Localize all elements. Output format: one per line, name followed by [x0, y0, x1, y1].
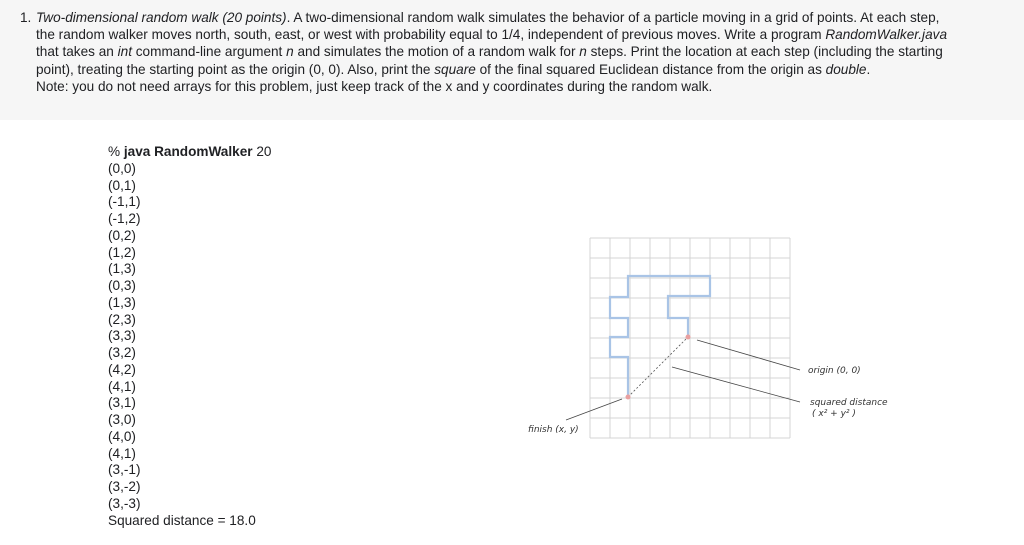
problem-line: that takes an int command-line argument n and simulates the motion of a random walk for n steps. Print the location at each step (including the starting [36, 44, 943, 60]
step-coordinate: (1,3) [108, 261, 136, 277]
step-coordinate: (4,2) [108, 361, 136, 377]
step-coordinate: (3,-3) [108, 495, 141, 511]
origin-pointer-line [697, 340, 800, 370]
origin-label: origin (0, 0) [808, 366, 861, 376]
distance-pointer-line [672, 367, 800, 402]
step-coordinate: (3,-2) [108, 479, 141, 494]
command-line: % java RandomWalker 20 [108, 144, 272, 159]
diagonal-distance-line [628, 337, 688, 397]
step-coordinate: (2,3) [108, 311, 136, 327]
problem-line: the random walker moves north, south, east, or west with probability equal to 1/4, independent of previous moves. Write a program RandomWalker.java [36, 27, 947, 43]
walk-path [610, 276, 710, 397]
step-coordinate: (0,1) [108, 177, 136, 193]
origin-marker [686, 335, 691, 340]
finish-label: finish (x, y) [528, 425, 579, 435]
step-coordinate: (-1,2) [108, 211, 141, 226]
command-argument: 20 [252, 144, 272, 159]
problem-number: 1. [20, 10, 32, 25]
step-coordinate: (-1,1) [108, 194, 141, 210]
finish-marker [626, 395, 631, 400]
step-coordinate: (3,-1) [108, 462, 141, 478]
step-coordinate: (3,0) [108, 412, 136, 427]
step-coordinate: (4,0) [108, 428, 136, 444]
step-coordinate: (3,1) [108, 395, 136, 411]
squared-distance-formula: ( x² + y² ) [812, 409, 856, 419]
step-coordinate: (0,0) [108, 160, 136, 176]
problem-line: point), treating the starting point as the origin (0, 0). Also, print the square of the final squared Euclidean distance from the origin as double. [36, 61, 871, 77]
result-line: Squared distance = 18.0 [108, 512, 256, 528]
step-coordinate: (3,2) [108, 345, 136, 360]
step-coordinate: (0,2) [108, 227, 136, 243]
finish-pointer-line [566, 399, 622, 420]
step-coordinate: (1,3) [108, 294, 136, 310]
problem-line: Two-dimensional random walk (20 points). A two-dimensional random walk simulates the behavior of a particle moving in a grid of points. At each step, [36, 10, 940, 25]
command-text: java RandomWalker [123, 144, 253, 159]
step-coordinate: (1,2) [108, 244, 136, 260]
squared-distance-label: squared distance [810, 398, 888, 408]
step-coordinate: (4,1) [108, 445, 136, 461]
problem-title: Two-dimensional random walk (20 points) [36, 10, 287, 25]
problem-line: Note: you do not need arrays for this problem, just keep track of the x and y coordinates during the random walk. [36, 78, 713, 94]
step-coordinate: (3,3) [108, 328, 136, 344]
step-coordinate: (4,1) [108, 378, 136, 394]
step-coordinate: (0,3) [108, 278, 136, 293]
